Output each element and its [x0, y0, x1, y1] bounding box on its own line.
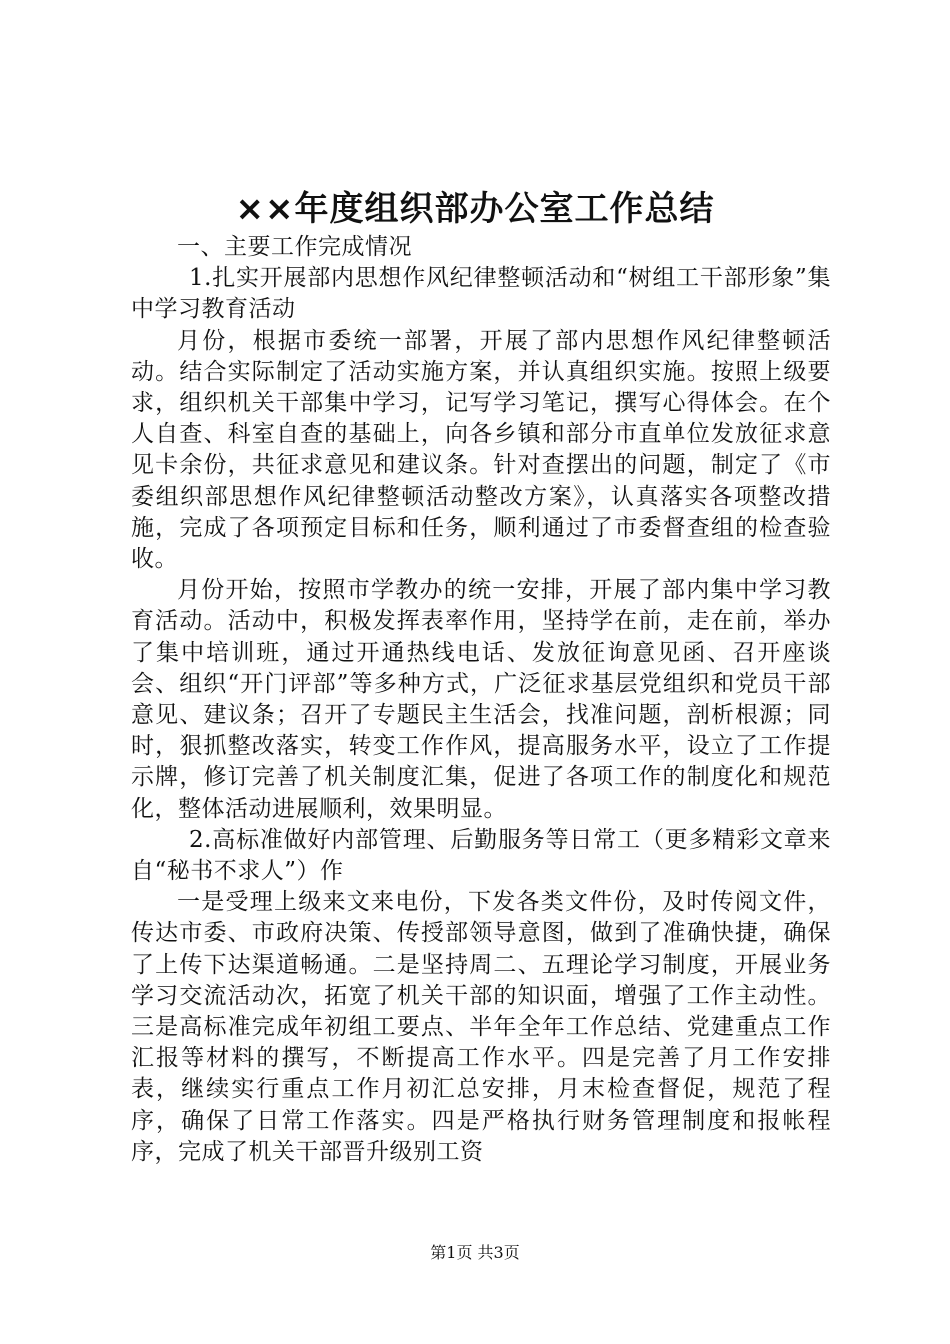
section-heading: 一、主要工作完成情况	[177, 234, 412, 260]
item1-heading: 1.扎实开展部内思想作风纪律整顿活动和“树组工干部形象”集中学习教育活动	[131, 265, 831, 323]
document-body	[131, 232, 831, 1168]
document-title: ××年度组织部办公室工作总结	[235, 189, 715, 229]
item1-paragraph-2: 月份开始，按照市学教办的统一安排，开展了部内集中学习教育活动。活动中，积极发挥表率作用，坚持学在前，走在前，举办了集中培训班，通过开通热线电话、发放征询意见函、召开座谈会、组织“开门评部”等多种方式，广泛征求基层党组织和党员干部意见、建议条；召开了专题民主生活会，找准问题，剖析根源；同时，狠抓整改落实，转变工作作风，提高服务水平，设立了工作提示牌，修订完善了机关制度汇集，促进了各项工作的制度化和规范化，整体活动进展顺利，效果明显。	[131, 577, 831, 822]
item1-paragraph-1: 月份，根据市委统一部署，开展了部内思想作风纪律整顿活动。结合实际制定了活动实施方案，并认真组织实施。按照上级要求，组织机关干部集中学习，记写学习笔记，撰写心得体会。在个人自查、科室自查的基础上，向各乡镇和部分市直单位发放征求意见卡余份，共征求意见和建议条。针对查摆出的问题，制定了《市委组织部思想作风纪律整顿活动整改方案》，认真落实各项整改措施，完成了各项预定目标和任务，顺利通过了市委督查组的检查验收。	[131, 327, 831, 573]
item2-paragraph-1: 一是受理上级来文来电份，下发各类文件份，及时传阅文件，传达市委、市政府决策、传授部领导意图，做到了准确快捷，确保了上传下达渠道畅通。二是坚持周二、五理论学习制度，开展业务学习交流活动次，拓宽了机关干部的知识面，增强了工作主动性。三是高标准完成年初组工要点、半年全年工作总结、党建重点工作汇报等材料的撰写，不断提高工作水平。四是完善了月工作安排表，继续实行重点工作月初汇总安排，月末检查督促，规范了程序，确保了日常工作落实。四是严格执行财务管理制度和报帐程序，完成了机关干部晋升级别工资	[131, 889, 831, 1165]
item2-heading: 2.高标准做好内部管理、后勤服务等日常工（更多精彩文章来自“秘书不求人”）作	[131, 826, 831, 885]
page-number-footer: 第1页 共3页	[430, 1243, 520, 1262]
